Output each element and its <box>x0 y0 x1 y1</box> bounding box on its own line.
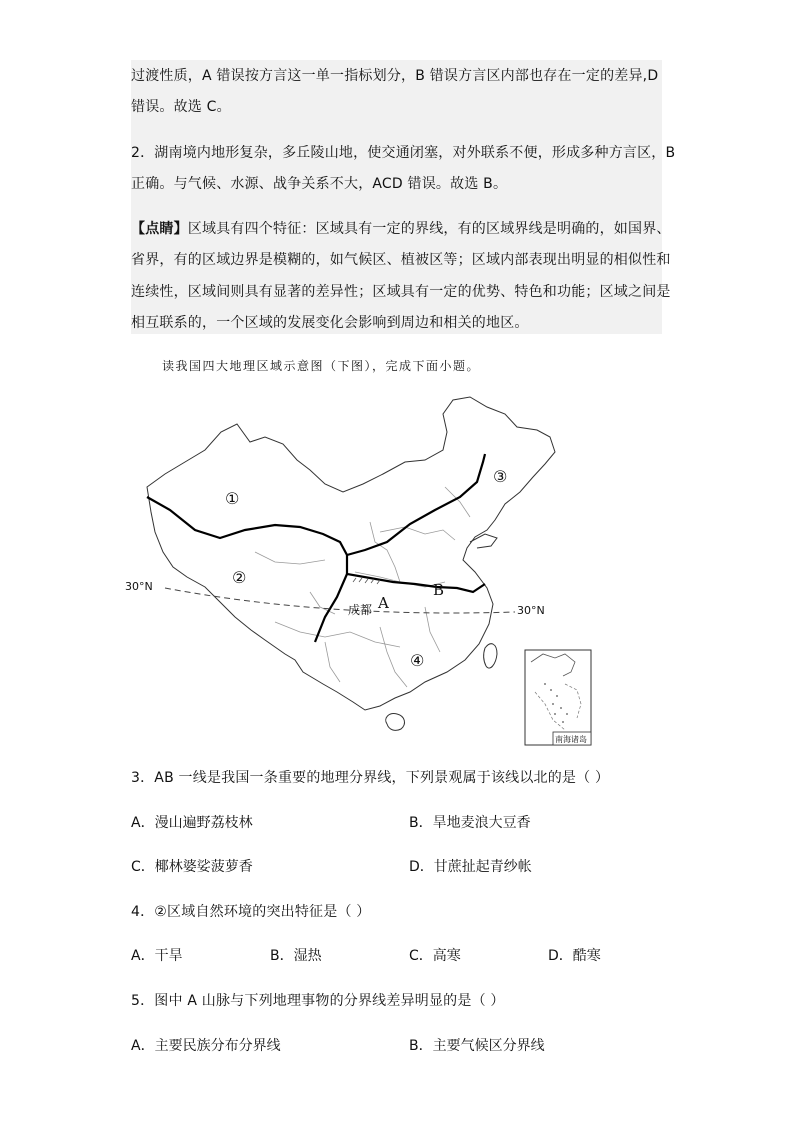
boundary-north <box>347 454 485 555</box>
boundary-qinling-huaihe <box>347 555 485 592</box>
hainan-island <box>386 714 405 731</box>
analysis-line: 2．湖南境内地形复杂，多丘陵山地，使交通闭塞，对外联系不便，形成多种方言区，B <box>131 145 676 161</box>
boundary-northwest <box>147 497 347 555</box>
region-3-label: ③ <box>493 467 508 486</box>
q4-option-b: B．湿热 <box>270 948 322 964</box>
tip-line: 省界，有的区域边界是模糊的，如气候区、植被区等；区域内部表现出明显的相似性和 <box>131 252 671 268</box>
q3-option-b: B．旱地麦浪大豆香 <box>409 815 531 831</box>
question-4-stem: 4．②区域自然环境的突出特征是（ ） <box>131 904 371 920</box>
point-a-label: A <box>378 594 389 612</box>
analysis-line: 过渡性质，A 错误按方言这一单一指标划分，B 错误方言区内部也存在一定的差异,D <box>131 68 659 84</box>
inset-label: 南海诸岛 <box>555 735 587 744</box>
taiwan-island <box>484 644 497 668</box>
q3-option-a: A．漫山遍野荔枝林 <box>131 815 253 831</box>
analysis-line: 正确。与气候、水源、战争关系不大，ACD 错误。故选 B。 <box>131 176 508 192</box>
lat-right-label: 30°N <box>517 604 545 617</box>
tip-text: 区域具有四个特征：区域具有一定的界线，有的区域界线是明确的，如国界、 <box>187 221 671 237</box>
q4-option-d: D．酷寒 <box>548 948 601 964</box>
point-b-label: B <box>433 581 445 599</box>
tip-line <box>131 219 671 239</box>
south-china-sea-inset <box>525 650 591 745</box>
region-4-label: ④ <box>410 651 425 670</box>
q5-option-a: A．主要民族分布分界线 <box>131 1038 281 1054</box>
q3-option-d: D．甘蔗扯起青纱帐 <box>409 859 532 875</box>
map-caption: 读我国四大地理区域示意图（下图），完成下面小题。 <box>162 359 481 373</box>
lat-left-label: 30°N <box>125 580 153 593</box>
tip-line: 连续性，区域间则具有显著的差异性；区域具有一定的优势、特色和功能；区域之间是 <box>131 284 671 300</box>
q5-option-b: B．主要气候区分界线 <box>409 1038 545 1054</box>
tip-line: 相互联系的，一个区域的发展变化会影响到周边和相关的地区。 <box>131 315 529 331</box>
question-3-stem: 3．AB 一线是我国一条重要的地理分界线，下列景观属于该线以北的是（ ） <box>131 770 610 786</box>
boundary-southwest <box>315 574 347 642</box>
china-regions-map <box>125 392 605 752</box>
q4-option-a: A．干旱 <box>131 948 183 964</box>
tip-title: 【点睛】 <box>131 221 188 237</box>
analysis-line: 错误。故选 C。 <box>131 99 231 115</box>
region-2-label: ② <box>232 568 247 587</box>
region-1-label: ① <box>225 489 240 508</box>
chengdu-label: 成都 <box>348 603 373 617</box>
question-5-stem: 5．图中 A 山脉与下列地理事物的分界线差异明显的是（ ） <box>131 993 505 1009</box>
q4-option-c: C．高寒 <box>409 948 461 964</box>
q3-option-c: C．椰林婆娑菠萝香 <box>131 859 253 875</box>
